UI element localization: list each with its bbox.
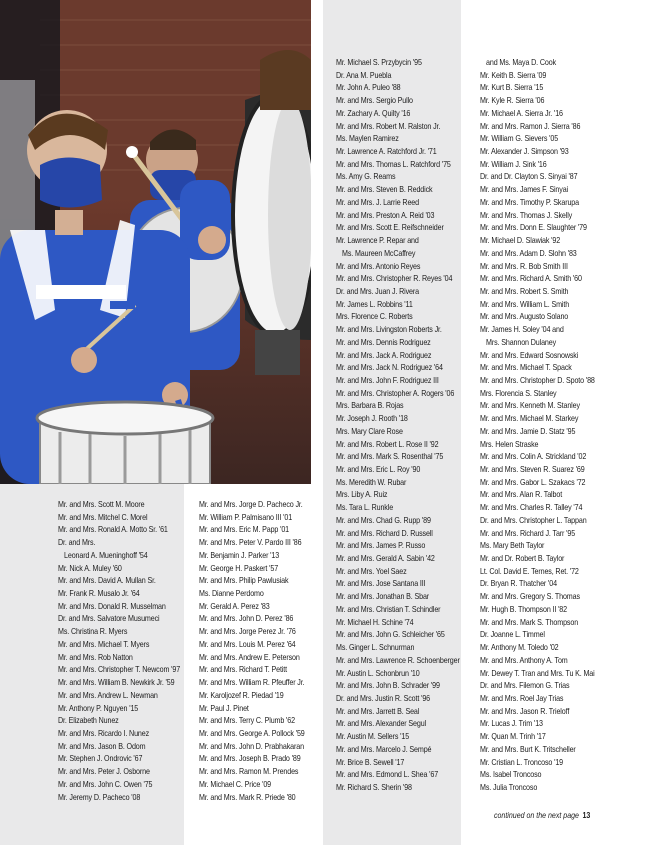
donor-name: Mr. Cristian L. Troncoso '19 xyxy=(480,756,564,767)
donor-name: Mr. and Mrs. Thomas J. Skelly xyxy=(480,209,573,220)
donor-name: Mr. and Mrs. John D. Perez '86 xyxy=(199,613,294,624)
donor-name: Mr. and Mrs. R. Bob Smith III xyxy=(480,260,568,271)
donor-name: Mr. and Mrs. Burt K. Tritscheller xyxy=(480,743,576,754)
donor-name: Mr. and Mrs. Eric L. Roy '90 xyxy=(336,464,421,474)
donor-name: Mrs. Liby A. Ruiz xyxy=(336,489,388,500)
donor-name: Dr. and Dr. Clayton S. Sinyai '87 xyxy=(480,171,578,182)
donor-name: Mr. Benjamin J. Parker '13 xyxy=(199,549,280,560)
donor-name: Mr. Michael A. Sierra Jr. '16 xyxy=(480,107,563,118)
donor-name: Mr. Anthony M. Toledo '02 xyxy=(480,642,559,653)
donor-name: Leonard A. Mueninghoff '54 xyxy=(64,549,148,560)
donor-name: and Ms. Maya D. Cook xyxy=(486,57,557,67)
donor-name: Mr. Paul J. Pinet xyxy=(199,702,249,713)
donor-name: Mr. Michael S. Przybycin '95 xyxy=(336,57,422,67)
donor-name: Mr. and Mrs. Lawrence R. Schoenberger xyxy=(336,654,460,665)
donor-name: Mr. Michael D. Slawiak '92 xyxy=(480,235,561,246)
donor-name: Mr. and Mrs. William R. Pfeuffer Jr. xyxy=(199,677,305,688)
donor-name: Mr. and Mrs. J. Larrie Reed xyxy=(336,196,419,207)
donor-name: Mr. and Mrs. Joseph B. Prado '89 xyxy=(199,753,301,764)
donor-name: Mr. and Mrs. Mark S. Rosenthal '75 xyxy=(336,451,444,462)
donor-name: Ms. Dianne Perdomo xyxy=(199,588,264,599)
donor-name: Mr. and Mrs. Chad G. Rupp '89 xyxy=(336,514,431,525)
donor-name: Mr. and Mrs. Charles R. Talley '74 xyxy=(480,502,583,513)
donor-name: Mr. and Mrs. John C. Owen '75 xyxy=(58,778,153,789)
donor-name: Mr. Anthony P. Nguyen '15 xyxy=(58,702,139,713)
donor-name: Mr. and Mrs. Jason B. Odom xyxy=(58,740,146,751)
donor-name: Mr. and Mrs. Scott M. Moore xyxy=(58,499,145,509)
donor-name: Mr. and Mrs. Ramon M. Prendes xyxy=(199,766,299,777)
donor-name: Mr. and Mrs. Anthony A. Tom xyxy=(480,654,568,665)
donor-name: Mr. James H. Soley '04 and xyxy=(480,324,564,335)
donor-name: Ms. Tara L. Runkle xyxy=(336,502,394,513)
donor-name: Mr. and Mrs. Christian T. Schindler xyxy=(336,603,441,614)
donor-name: Mr. and Mrs. Rob Natton xyxy=(58,651,133,662)
donor-name: Lt. Col. David E. Ternes, Ret. '72 xyxy=(480,565,579,576)
donor-name: Dr. Bryan R. Thatcher '04 xyxy=(480,578,557,589)
donor-name: Mr. and Mrs. John B. Schrader '99 xyxy=(336,680,440,691)
donor-name: Mr. and Mrs. Alexander Segul xyxy=(336,718,426,729)
donor-name: Mr. and Mrs. Donald R. Musselman xyxy=(58,600,166,611)
donor-name: Mr. and Mrs. David A. Mullan Sr. xyxy=(58,575,156,586)
donor-name: Mr. and Mrs. Scott E. Reifschneider xyxy=(336,222,444,233)
donor-name: Mr. and Mrs. Christopher D. Spoto '88 xyxy=(480,374,595,385)
donor-name: Mr. and Mrs. Gabor L. Szakacs '72 xyxy=(480,476,586,487)
donor-name: Dr. and Mrs. Salvatore Musumeci xyxy=(58,613,160,624)
donor-name: Mr. and Mrs. Richard D. Russell xyxy=(336,527,433,538)
donor-name: Mr. and Mrs. John D. Prabhakaran xyxy=(199,740,304,751)
donor-name: Mr. Karoljozef R. Piedad '19 xyxy=(199,689,284,700)
donor-name: Mr. and Mrs. Robert S. Smith xyxy=(480,285,569,296)
donor-name: Mr. and Mrs. Michael T. Myers xyxy=(58,638,150,649)
donor-name: Mr. and Mrs. Yoel Saez xyxy=(336,565,407,576)
donor-name: Mr. and Mrs. Ramon J. Sierra '86 xyxy=(480,120,581,131)
donor-name: Mr. Michael H. Schine '74 xyxy=(336,616,414,627)
donor-name: Mr. and Mrs. Richard A. Smith '60 xyxy=(480,273,582,284)
donor-name: Mr. Nick A. Muley '60 xyxy=(58,562,122,573)
donor-name: Mr. James L. Robbins '11 xyxy=(336,298,413,309)
donor-name: Mr. and Mrs. Preston A. Reid '03 xyxy=(336,209,435,220)
donor-name: Mr. Kurt B. Sierra '15 xyxy=(480,82,544,93)
continued-note xyxy=(494,811,590,820)
continued-text: continued on the next page xyxy=(494,811,579,820)
donor-name: Mr. and Mrs. Gregory S. Thomas xyxy=(480,591,580,602)
donor-name: Mr. and Mrs. Dennis Rodriguez xyxy=(336,336,431,347)
donor-name: Mr. Austin M. Sellers '15 xyxy=(336,731,410,742)
donor-name: Mr. and Mrs. Adam D. Slohn '83 xyxy=(480,247,577,258)
donor-name: Dr. and Mrs. Juan J. Rivera xyxy=(336,285,419,296)
donor-name: Mr. Dewey T. Tran and Mrs. Tu K. Mai xyxy=(480,667,595,678)
donor-name: Mr. and Mrs. Ronald A. Motto Sr. '61 xyxy=(58,524,168,535)
donor-name: Mr. Hugh B. Thompson II '82 xyxy=(480,603,567,614)
donor-name: Mr. and Mrs. Jack A. Rodriguez xyxy=(336,349,432,360)
donor-name: Mr. and Mrs. Kenneth M. Stanley xyxy=(480,400,580,411)
donor-name: Mr. and Mrs. Jarrett B. Seal xyxy=(336,705,420,716)
donor-name: Mr. Zachary A. Quilty '16 xyxy=(336,107,411,118)
donor-name: Ms. Ginger L. Schnurman xyxy=(336,642,415,653)
donor-name: Mrs. Helen Straske xyxy=(480,438,539,449)
donor-name: Mr. and Dr. Robert B. Taylor xyxy=(480,553,565,564)
donor-name: Mr. and Mrs. Roel Jay Trias xyxy=(480,692,564,703)
donor-name: Mr. Lucas J. Trim '13 xyxy=(480,718,543,729)
donor-name: Mr. and Mrs. William B. Newkirk Jr. '59 xyxy=(58,677,175,688)
donor-name: Ms. Maureen McCaffrey xyxy=(342,247,416,258)
donor-name: Mr. and Mrs. Livingston Roberts Jr. xyxy=(336,324,442,335)
donor-name: Mr. and Mrs. Philip Pawlusiak xyxy=(199,575,289,586)
page-number: 13 xyxy=(582,811,591,820)
donor-name: Mr. and Mrs. Timothy P. Skarupa xyxy=(480,196,579,207)
donor-name: Mr. and Mrs. James P. Russo xyxy=(336,540,426,551)
donor-name: Mr. and Mrs. Alan R. Talbot xyxy=(480,489,563,500)
donor-name: Ms. Christina R. Myers xyxy=(58,626,128,637)
donor-name: Mrs. Barbara B. Rojas xyxy=(336,400,404,411)
donor-name: Mr. William P. Palmisano III '01 xyxy=(199,511,293,522)
donor-name: Mr. Lawrence A. Ratchford Jr. '71 xyxy=(336,146,437,157)
donor-name: Mr. and Mrs. Ricardo I. Nunez xyxy=(58,727,150,738)
donor-name: Mr. and Mrs. John F. Rodriguez III xyxy=(336,374,439,385)
donor-name: Mr. and Mrs. Michael T. Spack xyxy=(480,362,572,373)
donor-name: Mrs. Florencia S. Stanley xyxy=(480,387,557,398)
donor-name: Mr. Stephen J. Ondrovic '67 xyxy=(58,753,143,764)
donor-name: Mr. and Mrs. Christopher R. Reyes '04 xyxy=(336,273,453,284)
donor-name: Mr. William G. Sievers '05 xyxy=(480,133,559,144)
donor-name: Mr. and Mrs. Jamie D. Statz '95 xyxy=(480,425,576,436)
donor-list-col3 xyxy=(336,56,460,794)
donor-name: Mr. and Mrs. William L. Smith xyxy=(480,298,570,309)
donor-list-col2 xyxy=(199,498,305,803)
donor-name: Mr. Quan M. Trinh '17 xyxy=(480,731,546,742)
donor-name: Dr. and Mrs. Filemon G. Trias xyxy=(480,680,570,691)
donor-name: Ms. Isabel Troncoso xyxy=(480,769,542,780)
donor-name: Mr. and Mrs. Jonathan B. Sbar xyxy=(336,591,430,602)
donor-name: Mr. and Mrs. Colin A. Strickland '02 xyxy=(480,451,587,462)
donor-name: Mr. Joseph J. Rooth '18 xyxy=(336,413,408,424)
donor-name: Mr. and Mrs. Donn E. Slaughter '79 xyxy=(480,222,587,233)
donor-name: Mr. Keith B. Sierra '09 xyxy=(480,69,547,80)
donor-name: Mr. and Mrs. Sergio Pullo xyxy=(336,95,413,106)
donor-name: Ms. Maylen Ramirez xyxy=(336,133,399,144)
donor-name: Mr. and Mrs. James F. Sinyai xyxy=(480,184,568,195)
donor-name: Mr. and Mrs. Richard T. Petitt xyxy=(199,664,288,675)
donor-name: Mr. George H. Paskert '57 xyxy=(199,562,279,573)
donor-name: Dr. Ana M. Puebla xyxy=(336,69,392,80)
donor-name: Mr. and Mrs. Louis M. Perez '64 xyxy=(199,638,296,649)
donor-name: Mr. Alexander J. Simpson '93 xyxy=(480,146,569,157)
donor-list-col4 xyxy=(480,56,595,794)
donor-name: Mr. and Mrs. Christopher A. Rogers '06 xyxy=(336,387,455,398)
donor-name: Dr. Joanne L. Timmel xyxy=(480,629,545,640)
donor-name: Mr. and Mrs. Mark R. Priede '80 xyxy=(199,791,296,802)
donor-name: Mr. Frank R. Musalo Jr. '64 xyxy=(58,588,140,599)
donor-name: Mr. Jeremy D. Pacheco '08 xyxy=(58,791,141,802)
donor-name: Mr. Austin L. Schonbrun '10 xyxy=(336,667,420,678)
donor-name: Mr. Michael C. Price '09 xyxy=(199,778,272,789)
donor-name: Mr. Brice B. Sewell '17 xyxy=(336,756,405,767)
donor-name: Mr. Lawrence P. Repar and xyxy=(336,235,419,246)
donor-name: Mr. and Mrs. Andrew E. Peterson xyxy=(199,651,300,662)
donor-name: Mr. and Mrs. Jack N. Rodriguez '64 xyxy=(336,362,443,373)
donor-name: Mrs. Mary Clare Rose xyxy=(336,425,403,436)
donor-name: Ms. Mary Beth Taylor xyxy=(480,540,545,551)
donor-name: Mr. and Mrs. George A. Pollock '59 xyxy=(199,727,305,738)
donor-name: Mr. and Mrs. Mitchel C. Morel xyxy=(58,511,148,522)
donor-name: Mr. William J. Sink '16 xyxy=(480,158,547,169)
donor-name: Mrs. Florence C. Roberts xyxy=(336,311,413,322)
donor-name: Mr. Gerald A. Perez '83 xyxy=(199,600,270,611)
donor-name: Mr. and Mrs. Steven R. Suarez '69 xyxy=(480,464,585,474)
donor-name: Mr. and Mrs. Steven B. Reddick xyxy=(336,184,433,195)
donor-name: Mr. and Mrs. John G. Schleicher '65 xyxy=(336,629,445,640)
drumline-photo xyxy=(0,0,311,484)
donor-name: Dr. and Mrs. xyxy=(58,537,96,548)
donor-name: Mr. and Mrs. Augusto Solano xyxy=(480,311,569,322)
donor-name: Ms. Julia Troncoso xyxy=(480,781,538,792)
donor-name: Mr. and Mrs. Jorge Perez Jr. '76 xyxy=(199,626,296,637)
donor-name: Mr. and Mrs. Jose Santana III xyxy=(336,578,426,589)
donor-name: Mr. and Mrs. Robert M. Ralston Jr. xyxy=(336,120,441,131)
donor-name: Mr. and Mrs. Gerald A. Sabin '42 xyxy=(336,553,435,564)
donor-name: Mr. and Mrs. Jorge D. Pacheco Jr. xyxy=(199,499,303,509)
donor-name: Mr. Richard S. Sherin '98 xyxy=(336,781,412,792)
donor-name: Ms. Amy G. Reams xyxy=(336,171,396,182)
donor-name: Mr. and Mrs. Andrew L. Newman xyxy=(58,689,158,700)
donor-list-col1 xyxy=(58,498,180,803)
donor-name: Mr. and Mrs. Terry C. Plumb '62 xyxy=(199,715,295,726)
donor-name: Mr. and Mrs. Edmond L. Shea '67 xyxy=(336,769,439,780)
donor-name: Mr. and Mrs. Peter J. Osborne xyxy=(58,766,150,777)
donor-name: Mr. Kyle R. Sierra '06 xyxy=(480,95,545,106)
donor-name: Mr. and Mrs. Mark S. Thompson xyxy=(480,616,579,627)
donor-name: Mr. John A. Puleo '88 xyxy=(336,82,401,93)
donor-name: Mr. and Mrs. Christopher T. Newcom '97 xyxy=(58,664,181,675)
donor-name: Dr. Elizabeth Nunez xyxy=(58,715,119,726)
donor-name: Ms. Meredith W. Rubar xyxy=(336,476,407,487)
donor-name: Mr. and Mrs. Robert L. Rose II '92 xyxy=(336,438,439,449)
donor-name: Mr. and Mrs. Peter V. Pardo III '86 xyxy=(199,537,302,548)
donor-name: Mr. and Mrs. Eric M. Papp '01 xyxy=(199,524,290,535)
donor-name: Dr. and Mrs. Christopher L. Tappan xyxy=(480,514,587,525)
donor-name: Mr. and Mrs. Edward Sosnowski xyxy=(480,349,579,360)
drumline-photo-illustration xyxy=(0,0,311,484)
donor-name: Mr. and Mrs. Antonio Reyes xyxy=(336,260,421,271)
donor-name: Mr. and Mrs. Michael M. Starkey xyxy=(480,413,579,424)
donor-name: Mr. and Mrs. Richard J. Tarr '95 xyxy=(480,527,576,538)
donor-name: Mr. and Mrs. Jason R. Trieloff xyxy=(480,705,570,716)
donor-name: Mrs. Shannon Dulaney xyxy=(486,336,557,347)
donor-name: Mr. and Mrs. Marcelo J. Sempé xyxy=(336,743,432,754)
donor-name: Dr. and Mrs. Justin R. Scott '96 xyxy=(336,692,430,703)
donor-name: Mr. and Mrs. Thomas L. Ratchford '75 xyxy=(336,158,451,169)
